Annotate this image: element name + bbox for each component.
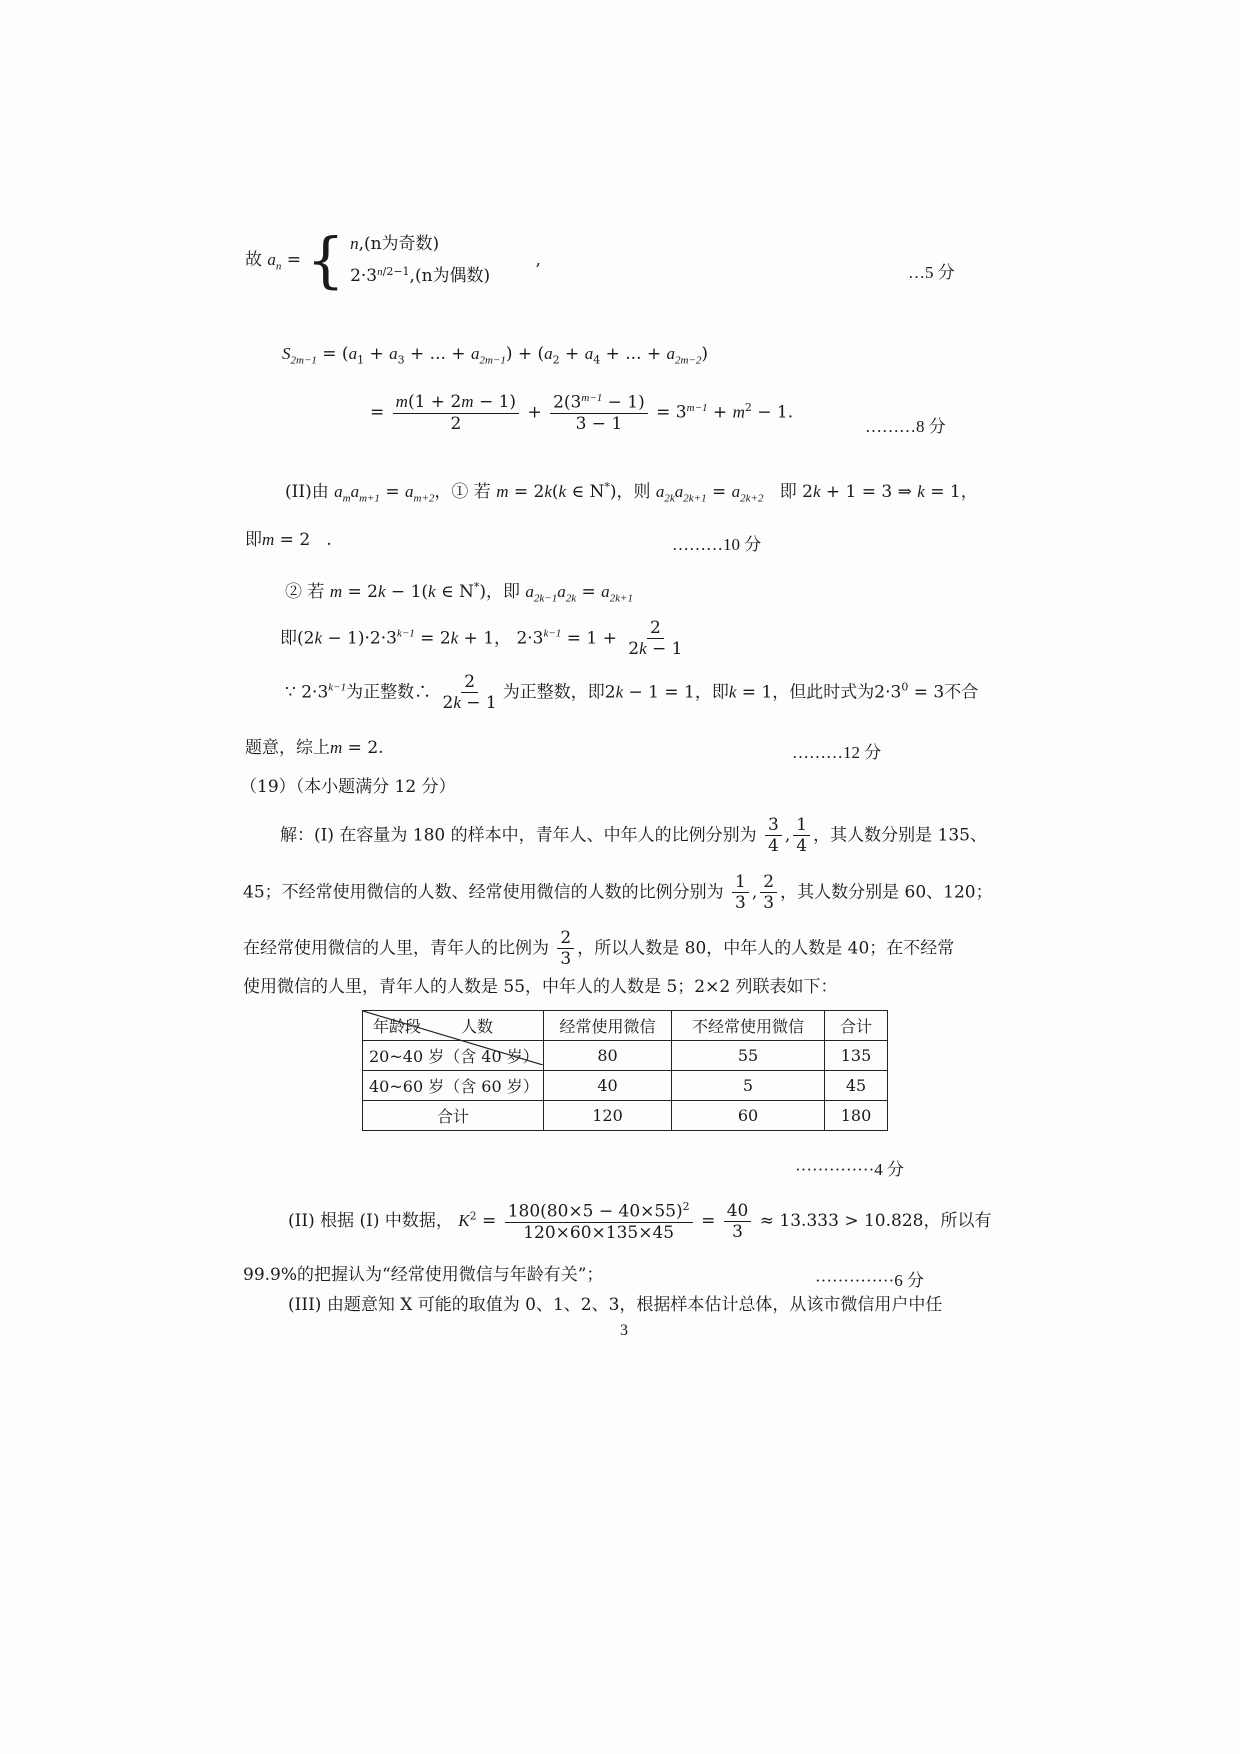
- sol-d: ，其人数分别是 60、120；: [780, 882, 993, 903]
- part2-c1: ，① 若: [434, 482, 491, 502]
- text-gu: 故: [245, 249, 262, 270]
- col-header: 合计: [825, 1011, 888, 1041]
- conclude-text: 题意，综上: [245, 738, 330, 758]
- table-cell: 135: [825, 1041, 888, 1071]
- p2-b: ，所以有: [923, 1211, 992, 1232]
- case2-mid: ，即: [485, 582, 520, 602]
- since-b: 为正整数，即: [502, 682, 605, 703]
- conclusion-line: 题意，综上m = 2.: [245, 738, 384, 758]
- table-cell: 合计: [363, 1101, 544, 1131]
- contingency-table: [362, 1010, 888, 1131]
- case2-head: ② 若: [285, 582, 325, 602]
- col-header: 不经常使用微信: [672, 1011, 825, 1041]
- part2-c3: 即: [779, 482, 797, 502]
- diag-top-label: 人数: [460, 1017, 493, 1036]
- p2-conclusion: 99.9%的把握认为“经常使用微信与年龄有关”；: [243, 1265, 604, 1285]
- sol-c: 45；不经常使用微信的人数、经常使用微信的人数的比例分别为: [243, 882, 724, 903]
- text-ji2: 即: [280, 628, 297, 649]
- equation-line: 即$(2k - 1)\cdot 2\cdot 3^{k-1} = 2k + 1$， $2\cdot 3^{k-1} = 1$ + $\frac{2}{2k - 1}$: [280, 618, 683, 660]
- table-cell: 40~60 岁（含 60 岁）: [363, 1071, 544, 1101]
- since-a: 为正整数∴: [346, 682, 432, 703]
- since-c: ，即: [694, 682, 729, 703]
- table-row: [363, 1101, 888, 1131]
- sol-line-2: 45；不经常使用微信的人数、经常使用微信的人数的比例分别为 $\frac{1}{3}$ , $\frac{2}{3}$ ，其人数分别是 60、120；: [243, 872, 993, 914]
- part2-c2: ，则: [616, 482, 651, 502]
- table-cell: 5: [672, 1071, 825, 1101]
- table-cell: 55: [672, 1041, 825, 1071]
- page-number: 3: [620, 1322, 628, 1339]
- sum-result: = $\frac{m(1 + 2m - 1)}{2}$ + $\frac{2(3^{m-1} - 1)}{3 - 1}$ = $3^{m-1} + m^2 - 1$.: [370, 392, 794, 435]
- sum-line: $S_{2m-1} = (a_1 + a_3$ + ... + $a_{2m-1}) + (a_2 + a_4$ + ... + $a_{2m-2}$): [282, 344, 709, 367]
- table-cell: 40: [544, 1071, 672, 1101]
- since-line: ∵ $2\cdot 3^{k-1}$为正整数∴ $\frac{2}{2k - 1}$ 为正整数，即2k − 1 = 1，即k = 1，但此时式为$2\cdot 3^0 = 3$不合: [285, 672, 979, 714]
- sol-e: 在经常使用微信的人里，青年人的比例为: [243, 938, 549, 959]
- text-ji: 即: [245, 530, 262, 550]
- part2-line: (II)由 $a_ma_{m+1} = a_{m+2}$，① 若 m = 2k(k ∈ N*)，则 $a_{2k}a_{2k+1} = a_{2k+2}$ 即 2k + 1 = 3 ⇒ k = 1，: [285, 480, 978, 505]
- table-cell: 45: [825, 1071, 888, 1101]
- col-header: 经常使用微信: [544, 1011, 672, 1041]
- score-12: ………12 分: [792, 743, 882, 762]
- table-cell: 60: [672, 1101, 825, 1131]
- p2-a: (II) 根据 (I) 中数据，: [288, 1211, 453, 1232]
- score-10: ………10 分: [672, 535, 762, 554]
- sol-line-3: 在经常使用微信的人里，青年人的比例为 $\frac{2}{3}$ ，所以人数是 80，中年人的人数是 40；在不经常: [243, 928, 955, 970]
- an-definition: 故 $a_n$ = { n,(n为奇数) $2\cdot 3^{n/2-1},(n$为偶数) ,: [245, 225, 541, 296]
- case-odd: (n为奇数): [363, 234, 440, 254]
- table-header-row: [363, 1011, 888, 1041]
- table-cell: 80: [544, 1041, 672, 1071]
- diag-bottom-label: 年龄段: [373, 1017, 422, 1036]
- m-equals-2: 即m = 2 .: [245, 530, 332, 550]
- score-5: …5 分: [908, 263, 955, 282]
- since-d: ，但此时式为: [772, 682, 875, 703]
- score-4: ··············4 分: [795, 1160, 905, 1179]
- sol-a: 解：(I) 在容量为 180 的样本中，青年人、中年人的比例分别为: [280, 825, 757, 846]
- sol-line-4: 使用微信的人里，青年人的人数是 55，中年人的人数是 5；2×2 列联表如下：: [243, 977, 838, 997]
- case2-line: ② 若 m = 2k − 1(k ∈ N*)，即 $a_{2k-1}a_{2k} = a_{2k+1}$: [285, 580, 633, 605]
- table-cell: 120: [544, 1101, 672, 1131]
- p3-line: (III) 由题意知 X 可能的取值为 0、1、2、3，根据样本估计总体，从该市微信用户中任: [288, 1295, 943, 1315]
- score-8: ………8 分: [865, 417, 946, 436]
- sol-line-1: 解：(I) 在容量为 180 的样本中，青年人、中年人的比例分别为 $\frac{3}{4}$ , $\frac{1}{4}$ ，其人数分别是 135、: [280, 815, 987, 857]
- table-cell: 20~40 岁（含 40 岁）: [363, 1041, 544, 1071]
- diagonal-header-cell: [363, 1011, 544, 1041]
- chi-square-line: (II) 根据 (I) 中数据， $K^2$ = $\frac{180(80\times 5 - 40\times 55)^2}{120\times 60\times 135\times 45}$ = $\frac{40}{3}$ ≈ 13.333 > 10.828，所以有: [288, 1200, 992, 1244]
- part2-intro: (II)由: [285, 482, 329, 502]
- sol-f: ，所以人数是 80，中年人的人数是 40；在不经常: [577, 938, 955, 959]
- q19-heading: （19）（本小题满分 12 分）: [240, 777, 456, 797]
- sol-b: ，其人数分别是 135、: [813, 825, 987, 846]
- table-row: [363, 1071, 888, 1101]
- case-even: (n为偶数): [414, 266, 491, 287]
- score-6: ··············6 分: [815, 1271, 925, 1290]
- table-cell: 180: [825, 1101, 888, 1131]
- since-e: 不合: [944, 682, 979, 703]
